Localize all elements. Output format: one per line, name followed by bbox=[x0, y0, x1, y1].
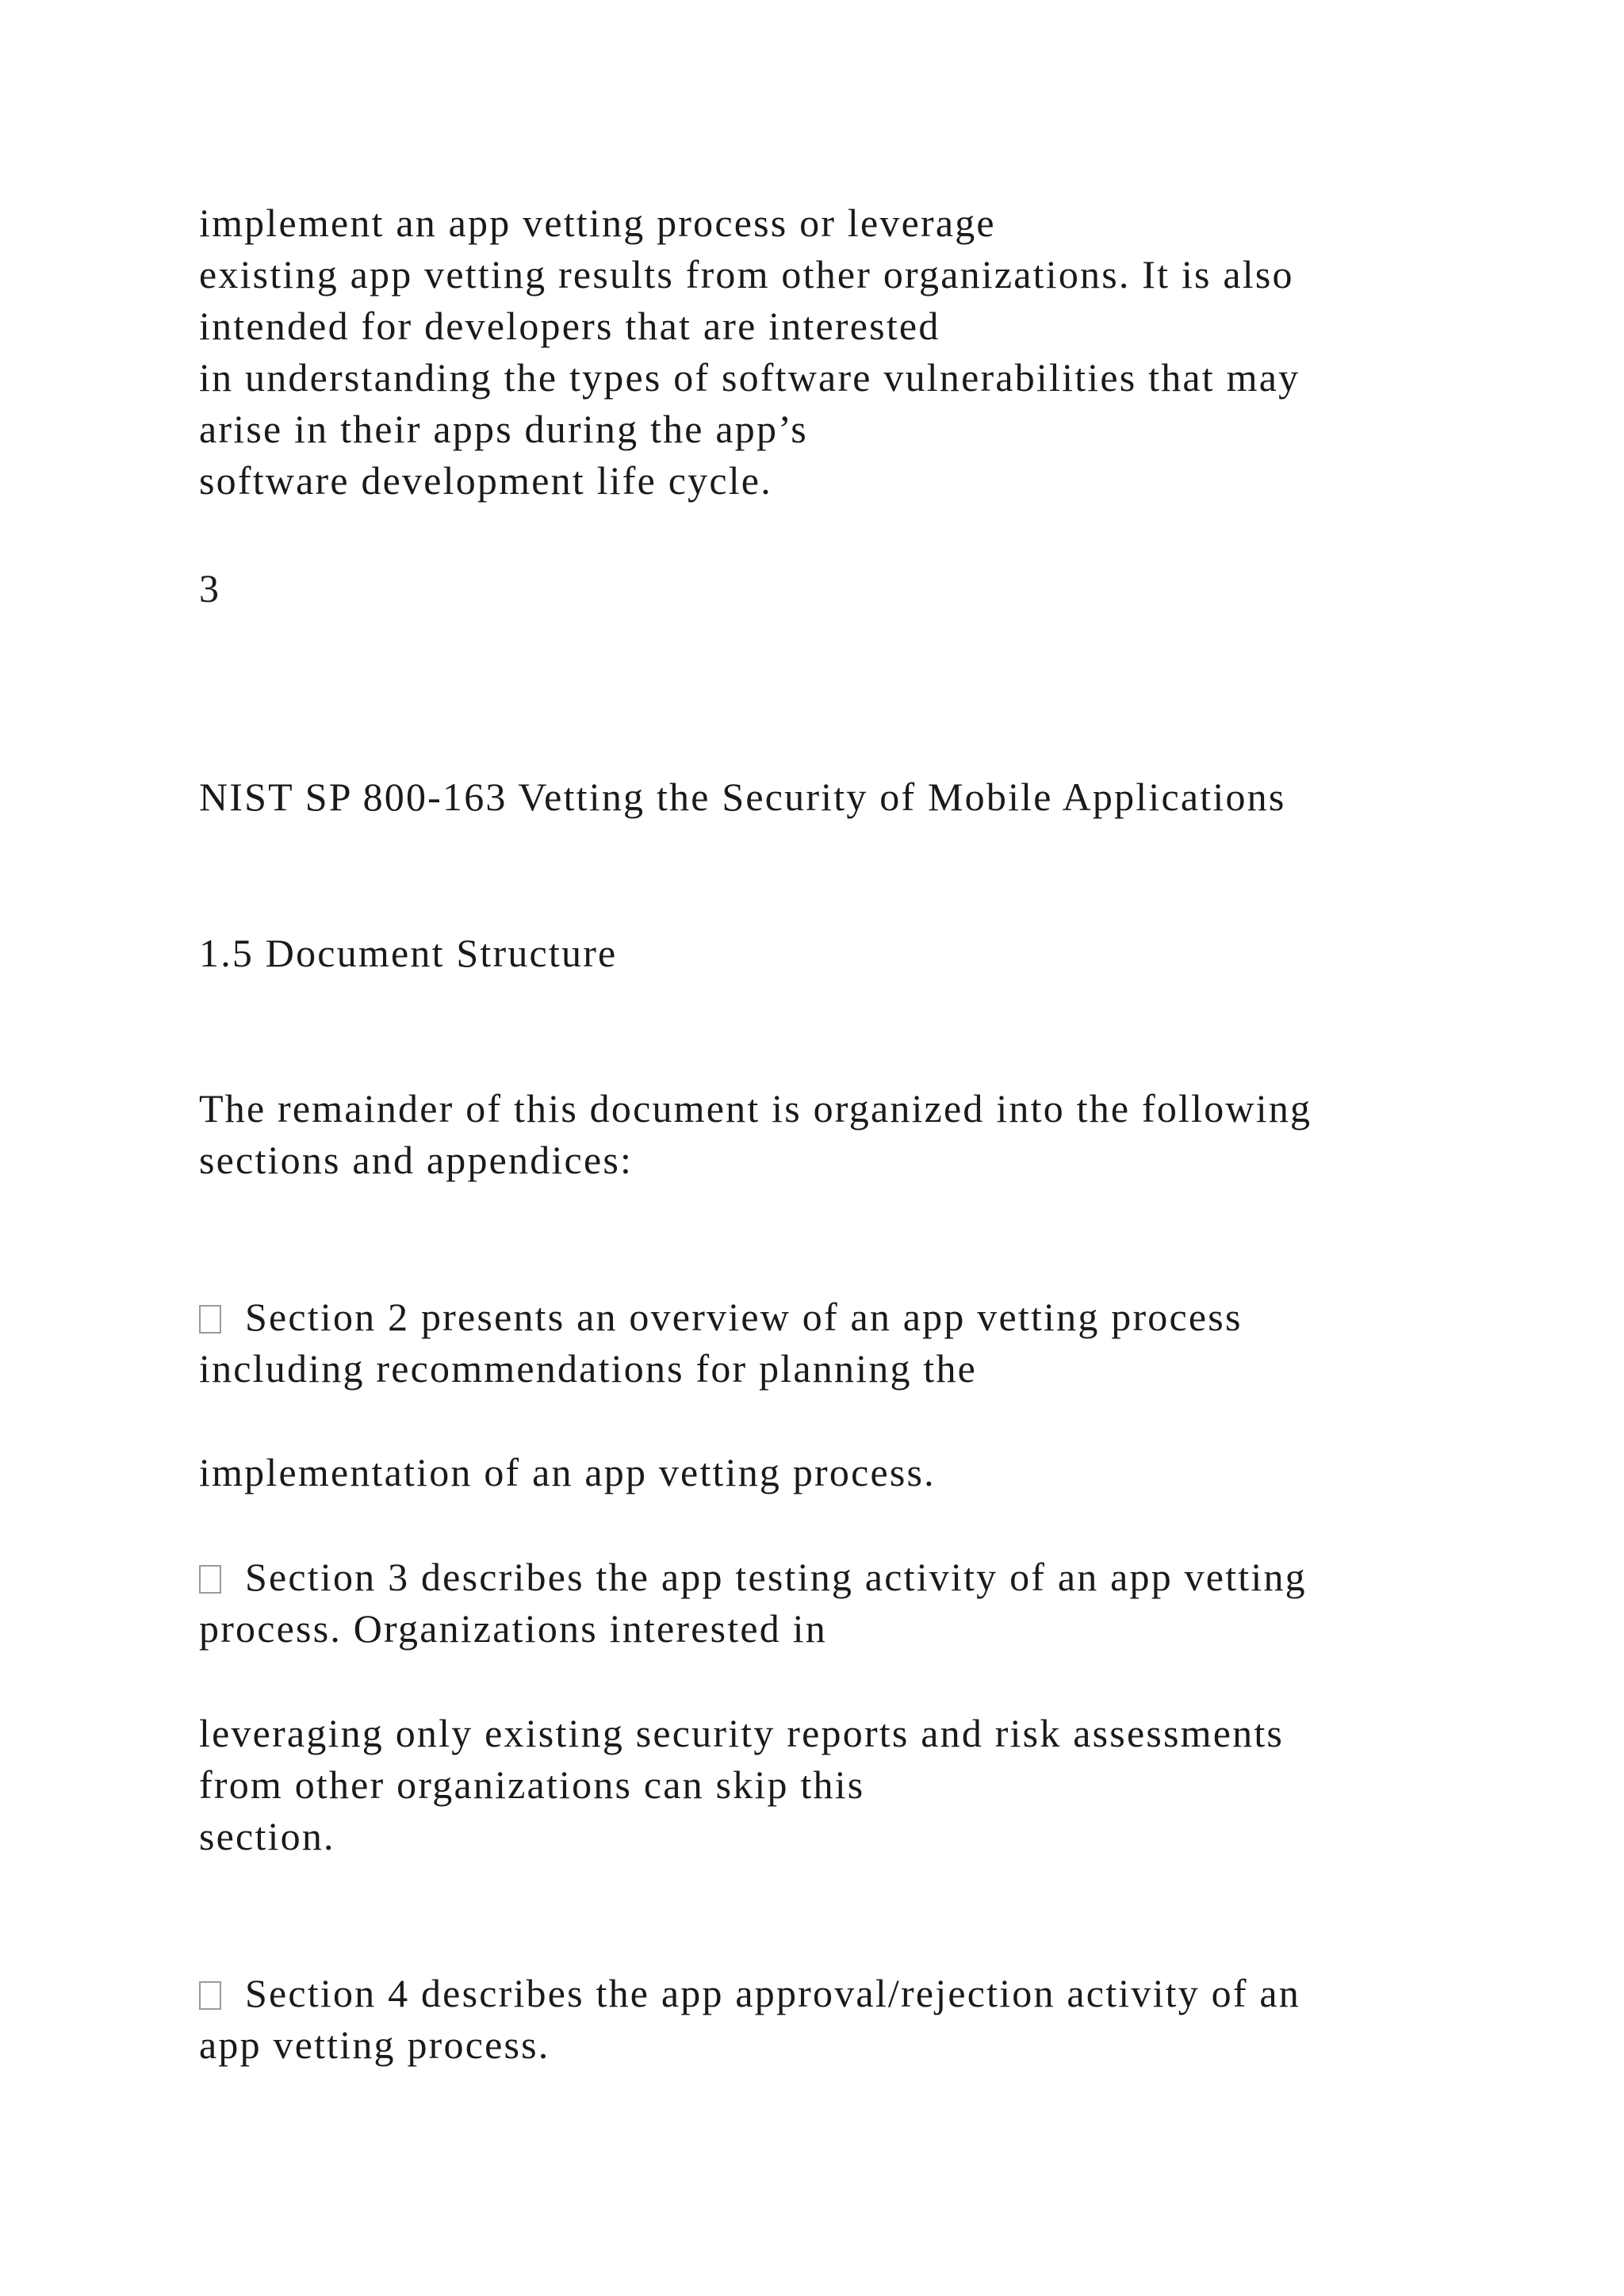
bullet-1-line-2: including recommendations for planning the bbox=[199, 1346, 978, 1391]
intro-line-1: implement an app vetting process or leverage bbox=[199, 201, 996, 245]
bullet-3-line-2: app vetting process. bbox=[199, 2022, 550, 2067]
section-heading: 1.5 Document Structure bbox=[199, 931, 618, 975]
intro-line-5: arise in their apps during the app’s bbox=[199, 407, 808, 451]
section-intro-line-2: sections and appendices: bbox=[199, 1138, 634, 1182]
page-number: 3 bbox=[199, 566, 221, 610]
bullet-item-section-2 bbox=[199, 1297, 1243, 1337]
bullet-1-line-3: implementation of an app vetting process. bbox=[199, 1450, 936, 1494]
intro-line-2: existing app vetting results from other organizations. It is also bbox=[199, 252, 1294, 297]
bullet-2-line-4: from other organizations can skip this bbox=[199, 1762, 865, 1807]
running-header: NIST SP 800-163 Vetting the Security of Mobile Applications bbox=[199, 775, 1286, 819]
bullet-text: Section 4 describes the app approval/rejection activity of an bbox=[245, 1971, 1301, 2015]
intro-line-6: software development life cycle. bbox=[199, 458, 772, 503]
bullet-icon bbox=[199, 1981, 221, 2010]
bullet-2-line-5: section. bbox=[199, 1814, 335, 1858]
intro-line-4: in understanding the types of software vulnerabilities that may bbox=[199, 355, 1300, 400]
bullet-2-line-2: process. Organizations interested in bbox=[199, 1606, 827, 1651]
intro-line-3: intended for developers that are interested bbox=[199, 304, 940, 348]
bullet-icon bbox=[199, 1565, 221, 1594]
bullet-item-section-4 bbox=[199, 1973, 1300, 2013]
bullet-icon bbox=[199, 1305, 221, 1334]
bullet-2-line-3: leveraging only existing security reports and risk assessments bbox=[199, 1711, 1285, 1755]
bullet-item-section-3 bbox=[199, 1557, 1307, 1597]
bullet-text: Section 2 presents an overview of an app vetting process bbox=[245, 1295, 1243, 1339]
section-intro-line-1: The remainder of this document is organized into the following bbox=[199, 1086, 1312, 1131]
bullet-text: Section 3 describes the app testing activity of an app vetting bbox=[245, 1555, 1307, 1599]
